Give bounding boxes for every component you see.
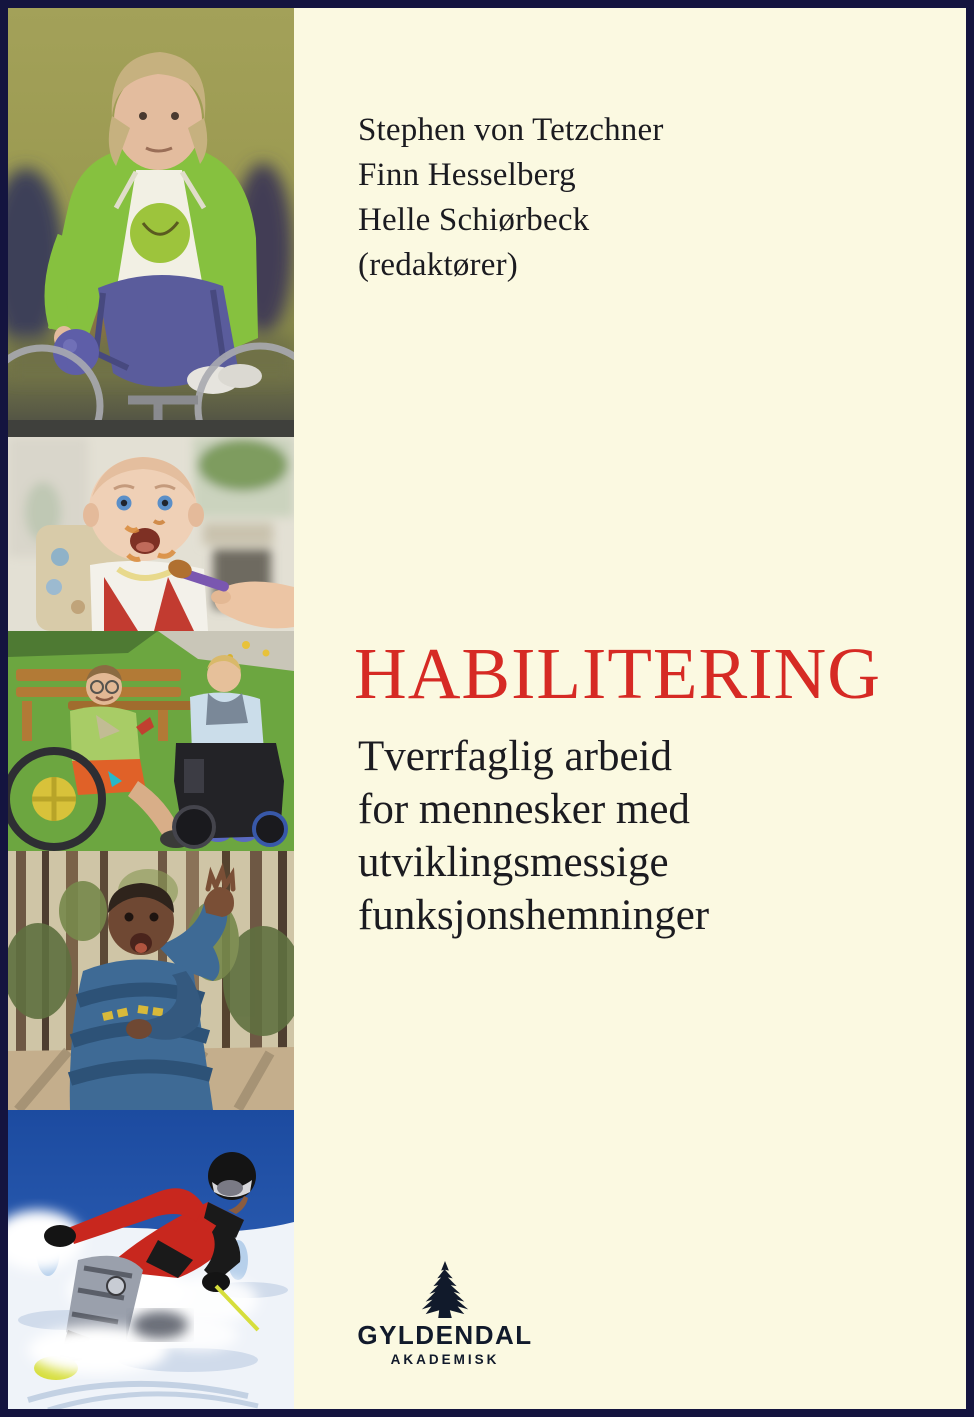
subtitle-line: for mennesker med <box>358 786 690 833</box>
author-name: Stephen von Tetzchner <box>358 112 664 148</box>
author-name: Helle Schiørbeck <box>358 202 590 238</box>
forest-photo-illustration <box>8 851 294 1110</box>
subtitle-line: Tverrfaglig arbeid <box>358 733 672 780</box>
skier-photo-illustration <box>8 1110 294 1409</box>
subtitle-line: funksjonshemninger <box>358 892 710 939</box>
editors-note: (redaktører) <box>358 247 518 283</box>
subtitle <box>358 730 709 942</box>
spruce-tree-icon <box>416 1260 474 1320</box>
publisher-imprint: AKADEMISK <box>390 1352 500 1368</box>
author-block <box>358 108 664 288</box>
publisher-logo <box>357 1260 533 1367</box>
photo-strip <box>8 8 294 1409</box>
photo-boy-forest <box>8 851 294 1110</box>
boccia-photo-illustration <box>8 8 294 437</box>
photo-sit-skier <box>8 1110 294 1409</box>
subtitle-line: utviklingsmessige <box>358 839 669 886</box>
photo-boccia-player <box>8 8 294 437</box>
book-title: HABILITERING <box>354 633 881 714</box>
photo-baby-feeding <box>8 437 294 631</box>
baby-photo-illustration <box>8 437 294 631</box>
park-photo-illustration <box>8 631 294 851</box>
author-name: Finn Hesselberg <box>358 157 576 193</box>
photo-two-boys-park <box>8 631 294 851</box>
publisher-name: GYLDENDAL <box>357 1320 533 1350</box>
